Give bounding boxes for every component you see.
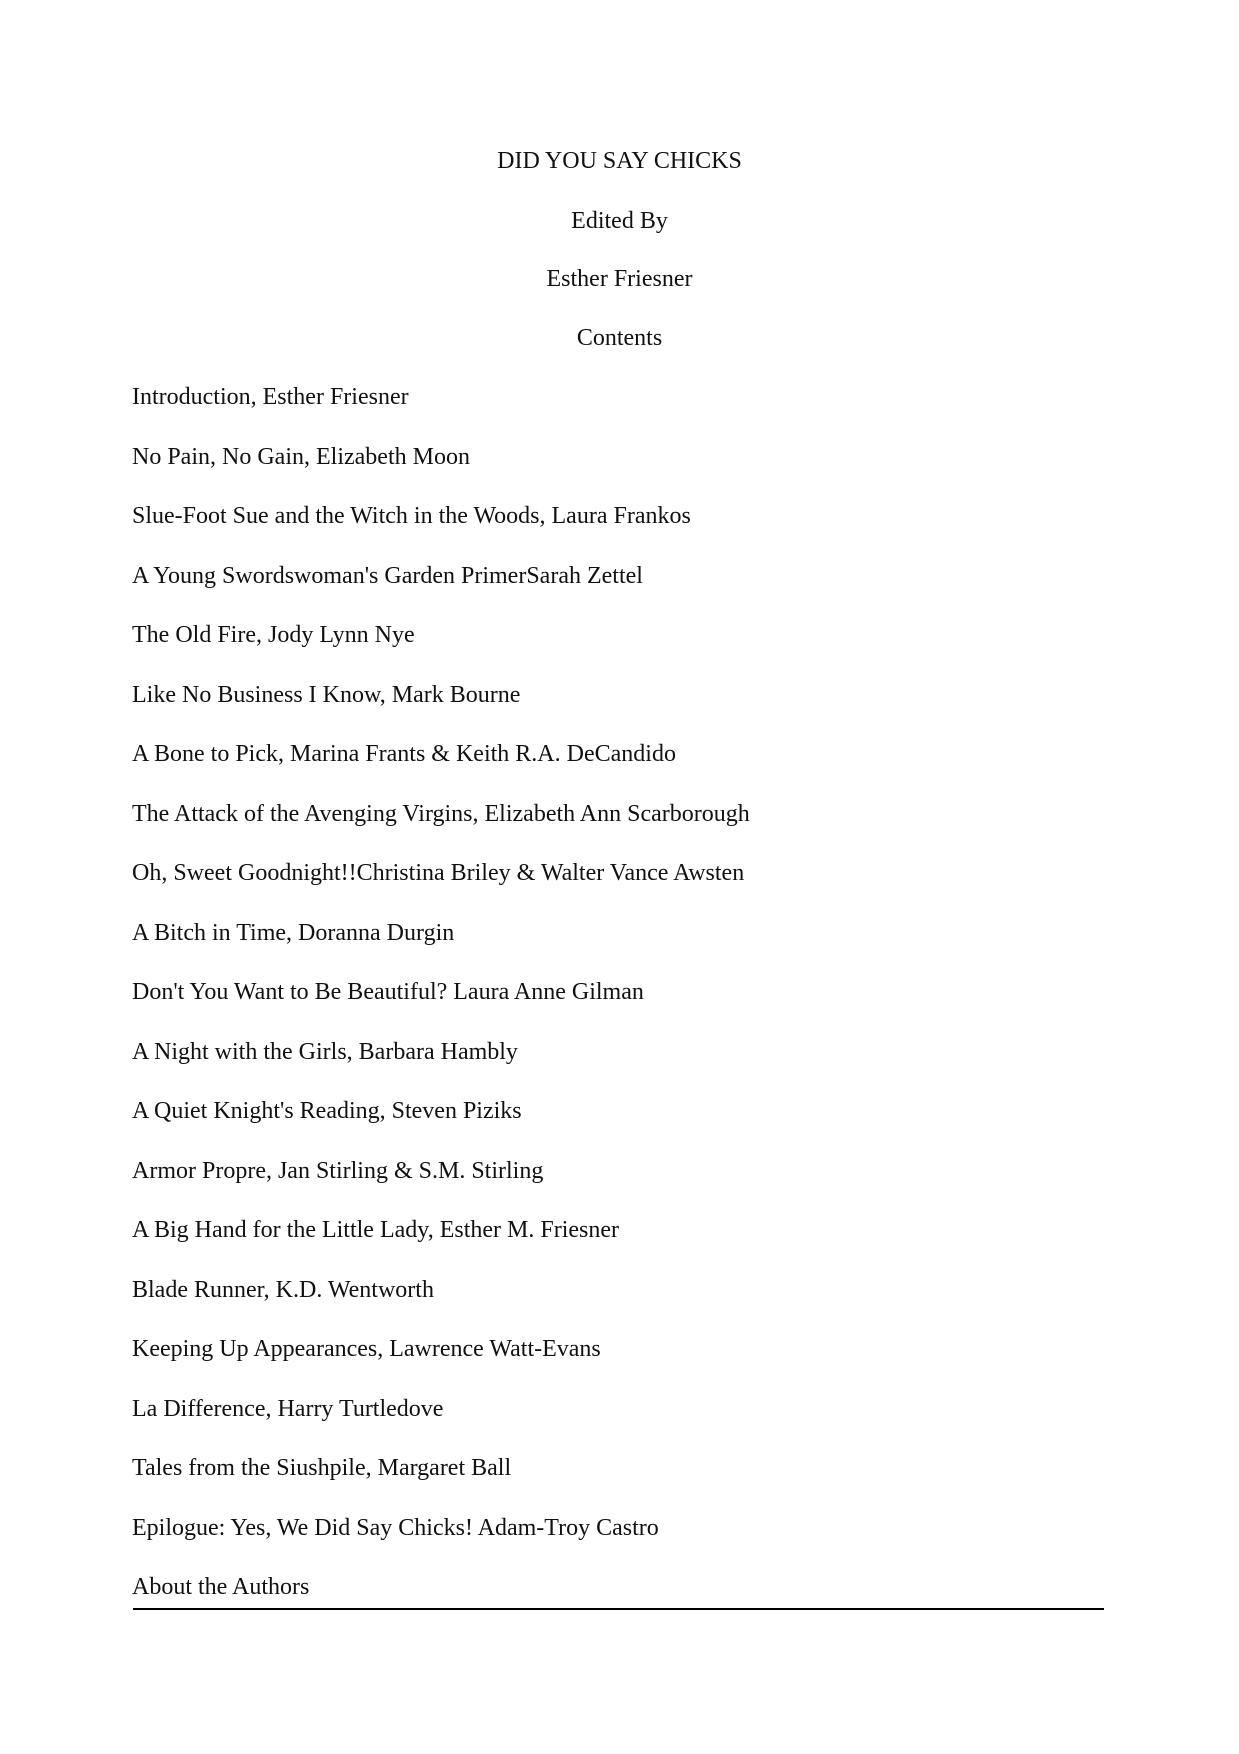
toc-entry: The Attack of the Avenging Virgins, Elizabeth Ann Scarborough <box>132 800 750 827</box>
toc-entry: La Difference, Harry Turtledove <box>132 1395 444 1422</box>
book-title: DID YOU SAY CHICKS <box>497 148 742 174</box>
edited-by-label: Edited By <box>571 208 668 234</box>
table-of-contents <box>132 382 750 1632</box>
toc-entry: The Old Fire, Jody Lynn Nye <box>132 622 415 648</box>
horizontal-rule <box>133 1608 1104 1610</box>
toc-entry: A Big Hand for the Little Lady, Esther M. Friesner <box>132 1217 620 1243</box>
contents-heading: Contents <box>576 325 663 351</box>
toc-entry: Armor Propre, Jan Stirling & S.M. Stirling <box>132 1157 544 1184</box>
toc-entry: Epilogue: Yes, We Did Say Chicks! Adam-Troy Castro <box>132 1514 659 1541</box>
toc-entry: Don't You Want to Be Beautiful? Laura Anne Gilman <box>132 979 644 1005</box>
toc-entry: Keeping Up Appearances, Lawrence Watt-Evans <box>132 1336 601 1362</box>
toc-entry: Introduction, Esther Friesner <box>132 384 409 410</box>
toc-entry: About the Authors <box>132 1574 310 1600</box>
toc-entry: A Bitch in Time, Doranna Durgin <box>132 919 455 946</box>
toc-entry: Slue-Foot Sue and the Witch in the Woods, Laura Frankos <box>132 503 691 529</box>
toc-entry: A Bone to Pick, Marina Frants & Keith R.A. DeCandido <box>132 741 676 767</box>
toc-entry: Like No Business I Know, Mark Bourne <box>132 681 521 708</box>
toc-entry: Tales from the Siushpile, Margaret Ball <box>132 1455 512 1481</box>
toc-entry: No Pain, No Gain, Elizabeth Moon <box>132 443 470 470</box>
editor-name: Esther Friesner <box>546 266 693 292</box>
toc-entry: A Quiet Knight's Reading, Steven Piziks <box>132 1098 522 1124</box>
toc-entry: Oh, Sweet Goodnight!!Christina Briley & Walter Vance Awsten <box>132 860 745 886</box>
toc-entry: Blade Runner, K.D. Wentworth <box>132 1276 434 1303</box>
toc-entry: A Young Swordswoman's Garden PrimerSarah Zettel <box>132 562 643 589</box>
toc-entry: A Night with the Girls, Barbara Hambly <box>132 1038 518 1065</box>
